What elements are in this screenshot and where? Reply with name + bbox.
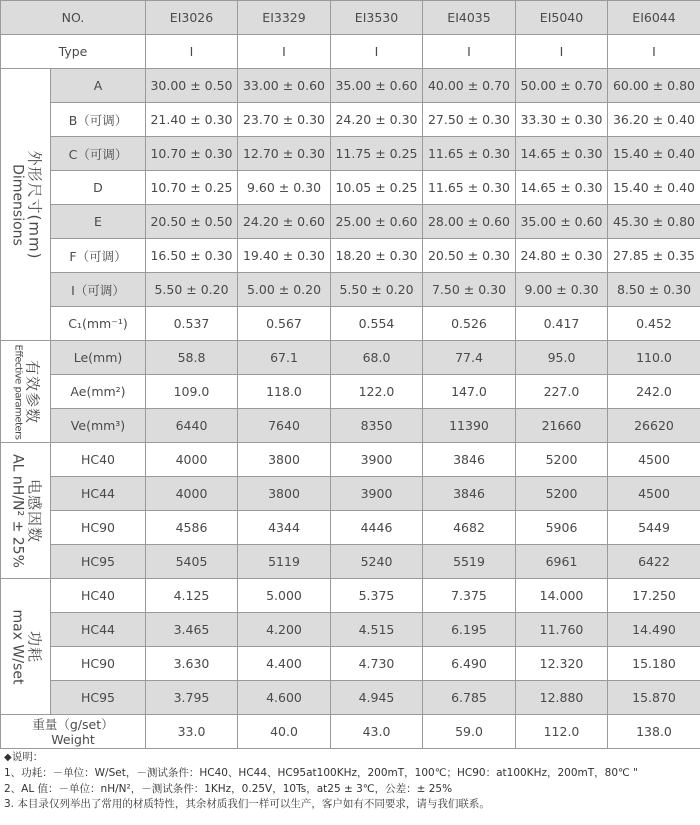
value-cell: 9.00 ± 0.30 xyxy=(516,273,608,307)
value-cell: 10.70 ± 0.25 xyxy=(146,171,238,205)
value-cell: 40.0 xyxy=(238,715,331,749)
value-cell: 25.00 ± 0.60 xyxy=(331,205,423,239)
value-cell: 6422 xyxy=(608,545,700,579)
value-cell: 20.50 ± 0.30 xyxy=(423,239,516,273)
weight-label xyxy=(1,715,146,749)
group-label-en: Dimensions xyxy=(8,163,25,246)
row-label: Ae(mm²) xyxy=(51,375,146,409)
table-row xyxy=(1,69,700,103)
value-cell: 7640 xyxy=(238,409,331,443)
group-label-cn: 有效参数 xyxy=(22,359,41,424)
table-row xyxy=(1,341,700,375)
value-cell: 15.180 xyxy=(608,647,700,681)
value-cell: 8350 xyxy=(331,409,423,443)
row-label: A xyxy=(51,69,146,103)
value-cell: 14.65 ± 0.30 xyxy=(516,171,608,205)
value-cell: 7.375 xyxy=(423,579,516,613)
value-cell: 147.0 xyxy=(423,375,516,409)
value-cell: 43.0 xyxy=(331,715,423,749)
value-cell: 4446 xyxy=(331,511,423,545)
row-label: HC44 xyxy=(51,477,146,511)
value-cell: 5200 xyxy=(516,477,608,511)
table-row xyxy=(1,443,700,477)
value-cell: 19.40 ± 0.30 xyxy=(238,239,331,273)
value-cell: 24.20 ± 0.60 xyxy=(238,205,331,239)
table-row xyxy=(1,239,700,273)
type-value: I xyxy=(331,35,423,69)
row-label: C（可调） xyxy=(51,137,146,171)
row-label: D xyxy=(51,171,146,205)
value-cell: 5.375 xyxy=(331,579,423,613)
value-cell: 6.490 xyxy=(423,647,516,681)
value-cell: 0.526 xyxy=(423,307,516,341)
group-label-text xyxy=(11,344,40,439)
weight-label-cn: 重量（g/set） xyxy=(32,716,114,732)
table-row xyxy=(1,273,700,307)
value-cell: 5.50 ± 0.20 xyxy=(331,273,423,307)
value-cell: 138.0 xyxy=(608,715,700,749)
header-model: EI3026 xyxy=(146,1,238,35)
note-line-3: 3. 本目录仅列举出了常用的材质特性，其余材质我们一样可以生产，客户如有不同要求，请与我们联系。 xyxy=(4,798,490,811)
value-cell: 59.0 xyxy=(423,715,516,749)
table-row xyxy=(1,103,700,137)
value-cell: 5906 xyxy=(516,511,608,545)
value-cell: 3846 xyxy=(423,443,516,477)
value-cell: 5.000 xyxy=(238,579,331,613)
value-cell: 5405 xyxy=(146,545,238,579)
value-cell: 14.490 xyxy=(608,613,700,647)
table-row xyxy=(1,307,700,341)
row-label: C₁(mm⁻¹) xyxy=(51,307,146,341)
value-cell: 0.554 xyxy=(331,307,423,341)
value-cell: 9.60 ± 0.30 xyxy=(238,171,331,205)
row-label: F（可调） xyxy=(51,239,146,273)
group-label-inductance xyxy=(1,443,51,579)
value-cell: 12.70 ± 0.30 xyxy=(238,137,331,171)
value-cell: 67.1 xyxy=(238,341,331,375)
group-label-text xyxy=(9,454,42,568)
group-label-en: max W/set xyxy=(8,609,25,684)
value-cell: 110.0 xyxy=(608,341,700,375)
value-cell: 5200 xyxy=(516,443,608,477)
value-cell: 3800 xyxy=(238,443,331,477)
value-cell: 3800 xyxy=(238,477,331,511)
value-cell: 95.0 xyxy=(516,341,608,375)
row-label: Ve(mm³) xyxy=(51,409,146,443)
value-cell: 33.0 xyxy=(146,715,238,749)
value-cell: 14.000 xyxy=(516,579,608,613)
type-value: I xyxy=(423,35,516,69)
value-cell: 23.70 ± 0.30 xyxy=(238,103,331,137)
value-cell: 4.200 xyxy=(238,613,331,647)
group-label-cn: 电感因数 xyxy=(25,478,44,543)
diamond-icon: ◆ xyxy=(4,752,12,763)
row-label: HC95 xyxy=(51,545,146,579)
row-label: HC40 xyxy=(51,579,146,613)
value-cell: 60.00 ± 0.80 xyxy=(608,69,700,103)
value-cell: 15.870 xyxy=(608,681,700,715)
header-model: EI3530 xyxy=(331,1,423,35)
table-row xyxy=(1,681,700,715)
header-no: NO. xyxy=(1,1,146,35)
group-label-loss xyxy=(1,579,51,715)
value-cell: 26620 xyxy=(608,409,700,443)
row-label: HC44 xyxy=(51,613,146,647)
value-cell: 21.40 ± 0.30 xyxy=(146,103,238,137)
value-cell: 10.05 ± 0.25 xyxy=(331,171,423,205)
note-line-2: 2、AL 值：－单位：nH/N²，－测试条件：1KHz，0.25V，10Ts，at25 ± 3℃，公差：± 25% xyxy=(4,782,453,795)
group-label-cn: 外形尺寸(mm) xyxy=(25,150,44,259)
table-row xyxy=(1,205,700,239)
header-model: EI5040 xyxy=(516,1,608,35)
value-cell: 27.50 ± 0.30 xyxy=(423,103,516,137)
row-label: E xyxy=(51,205,146,239)
value-cell: 17.250 xyxy=(608,579,700,613)
value-cell: 40.00 ± 0.70 xyxy=(423,69,516,103)
table-row xyxy=(1,1,700,35)
value-cell: 6440 xyxy=(146,409,238,443)
value-cell: 0.452 xyxy=(608,307,700,341)
value-cell: 4344 xyxy=(238,511,331,545)
value-cell: 4.945 xyxy=(331,681,423,715)
type-value: I xyxy=(238,35,331,69)
table-row xyxy=(1,477,700,511)
value-cell: 33.30 ± 0.30 xyxy=(516,103,608,137)
value-cell: 16.50 ± 0.30 xyxy=(146,239,238,273)
table-row xyxy=(1,171,700,205)
value-cell: 3900 xyxy=(331,477,423,511)
value-cell: 0.417 xyxy=(516,307,608,341)
value-cell: 0.537 xyxy=(146,307,238,341)
group-label-cn: 功耗 xyxy=(25,630,44,663)
value-cell: 36.20 ± 0.40 xyxy=(608,103,700,137)
value-cell: 4000 xyxy=(146,443,238,477)
group-label-text xyxy=(9,150,42,259)
value-cell: 35.00 ± 0.60 xyxy=(331,69,423,103)
weight-label-en: Weight xyxy=(51,731,95,747)
row-label: B（可调） xyxy=(51,103,146,137)
table-row xyxy=(1,647,700,681)
value-cell: 30.00 ± 0.50 xyxy=(146,69,238,103)
table-row xyxy=(1,511,700,545)
value-cell: 33.00 ± 0.60 xyxy=(238,69,331,103)
value-cell: 4.730 xyxy=(331,647,423,681)
value-cell: 24.20 ± 0.30 xyxy=(331,103,423,137)
type-value: I xyxy=(608,35,700,69)
group-label-effective xyxy=(1,341,51,443)
value-cell: 3900 xyxy=(331,443,423,477)
row-label: HC95 xyxy=(51,681,146,715)
value-cell: 4.400 xyxy=(238,647,331,681)
value-cell: 109.0 xyxy=(146,375,238,409)
value-cell: 6.785 xyxy=(423,681,516,715)
value-cell: 122.0 xyxy=(331,375,423,409)
value-cell: 5449 xyxy=(608,511,700,545)
value-cell: 35.00 ± 0.60 xyxy=(516,205,608,239)
value-cell: 4.125 xyxy=(146,579,238,613)
row-label: HC90 xyxy=(51,647,146,681)
value-cell: 112.0 xyxy=(516,715,608,749)
group-label-en: AL nH/N² ± 25% xyxy=(8,453,25,568)
value-cell: 45.30 ± 0.80 xyxy=(608,205,700,239)
value-cell: 15.40 ± 0.40 xyxy=(608,137,700,171)
value-cell: 4586 xyxy=(146,511,238,545)
value-cell: 18.20 ± 0.30 xyxy=(331,239,423,273)
value-cell: 11390 xyxy=(423,409,516,443)
value-cell: 5119 xyxy=(238,545,331,579)
header-model: EI3329 xyxy=(238,1,331,35)
value-cell: 28.00 ± 0.60 xyxy=(423,205,516,239)
type-label: Type xyxy=(1,35,146,69)
table-row xyxy=(1,409,700,443)
value-cell: 50.00 ± 0.70 xyxy=(516,69,608,103)
value-cell: 24.80 ± 0.30 xyxy=(516,239,608,273)
row-label: HC40 xyxy=(51,443,146,477)
notes-heading-text: 说明： xyxy=(11,751,44,763)
value-cell: 0.567 xyxy=(238,307,331,341)
value-cell: 118.0 xyxy=(238,375,331,409)
value-cell: 14.65 ± 0.30 xyxy=(516,137,608,171)
value-cell: 242.0 xyxy=(608,375,700,409)
value-cell: 5519 xyxy=(423,545,516,579)
notes-heading xyxy=(4,750,698,766)
row-label: I（可调） xyxy=(51,273,146,307)
value-cell: 6961 xyxy=(516,545,608,579)
group-label-en: Effective parameters xyxy=(11,344,23,439)
value-cell: 5.50 ± 0.20 xyxy=(146,273,238,307)
spec-table-body xyxy=(1,1,700,749)
note-line-1: 1、功耗：－单位：W/Set，－测试条件：HC40、HC44、HC95at100KHz，200mT，100℃；HC90：at100KHz，200mT，80℃ " xyxy=(4,766,638,779)
value-cell: 11.65 ± 0.30 xyxy=(423,171,516,205)
value-cell: 4000 xyxy=(146,477,238,511)
value-cell: 58.8 xyxy=(146,341,238,375)
table-row xyxy=(1,545,700,579)
table-row xyxy=(1,715,700,749)
value-cell: 4500 xyxy=(608,477,700,511)
value-cell: 4.600 xyxy=(238,681,331,715)
table-row xyxy=(1,579,700,613)
value-cell: 10.70 ± 0.30 xyxy=(146,137,238,171)
value-cell: 20.50 ± 0.50 xyxy=(146,205,238,239)
value-cell: 12.320 xyxy=(516,647,608,681)
value-cell: 11.75 ± 0.25 xyxy=(331,137,423,171)
value-cell: 3.630 xyxy=(146,647,238,681)
table-row xyxy=(1,375,700,409)
value-cell: 8.50 ± 0.30 xyxy=(608,273,700,307)
value-cell: 227.0 xyxy=(516,375,608,409)
value-cell: 11.760 xyxy=(516,613,608,647)
header-model: EI6044 xyxy=(608,1,700,35)
value-cell: 15.40 ± 0.40 xyxy=(608,171,700,205)
notes xyxy=(4,750,698,813)
value-cell: 77.4 xyxy=(423,341,516,375)
value-cell: 3.465 xyxy=(146,613,238,647)
group-label-text xyxy=(9,609,42,684)
group-label-dimensions xyxy=(1,69,51,341)
table-row xyxy=(1,137,700,171)
value-cell: 5.00 ± 0.20 xyxy=(238,273,331,307)
value-cell: 27.85 ± 0.35 xyxy=(608,239,700,273)
value-cell: 3.795 xyxy=(146,681,238,715)
value-cell: 12.880 xyxy=(516,681,608,715)
value-cell: 4.515 xyxy=(331,613,423,647)
value-cell: 7.50 ± 0.30 xyxy=(423,273,516,307)
value-cell: 4682 xyxy=(423,511,516,545)
table-row xyxy=(1,35,700,69)
type-value: I xyxy=(146,35,238,69)
value-cell: 11.65 ± 0.30 xyxy=(423,137,516,171)
value-cell: 4500 xyxy=(608,443,700,477)
value-cell: 6.195 xyxy=(423,613,516,647)
type-value: I xyxy=(516,35,608,69)
row-label: HC90 xyxy=(51,511,146,545)
table-row xyxy=(1,613,700,647)
value-cell: 21660 xyxy=(516,409,608,443)
value-cell: 3846 xyxy=(423,477,516,511)
header-model: EI4035 xyxy=(423,1,516,35)
value-cell: 5240 xyxy=(331,545,423,579)
value-cell: 68.0 xyxy=(331,341,423,375)
row-label: Le(mm) xyxy=(51,341,146,375)
